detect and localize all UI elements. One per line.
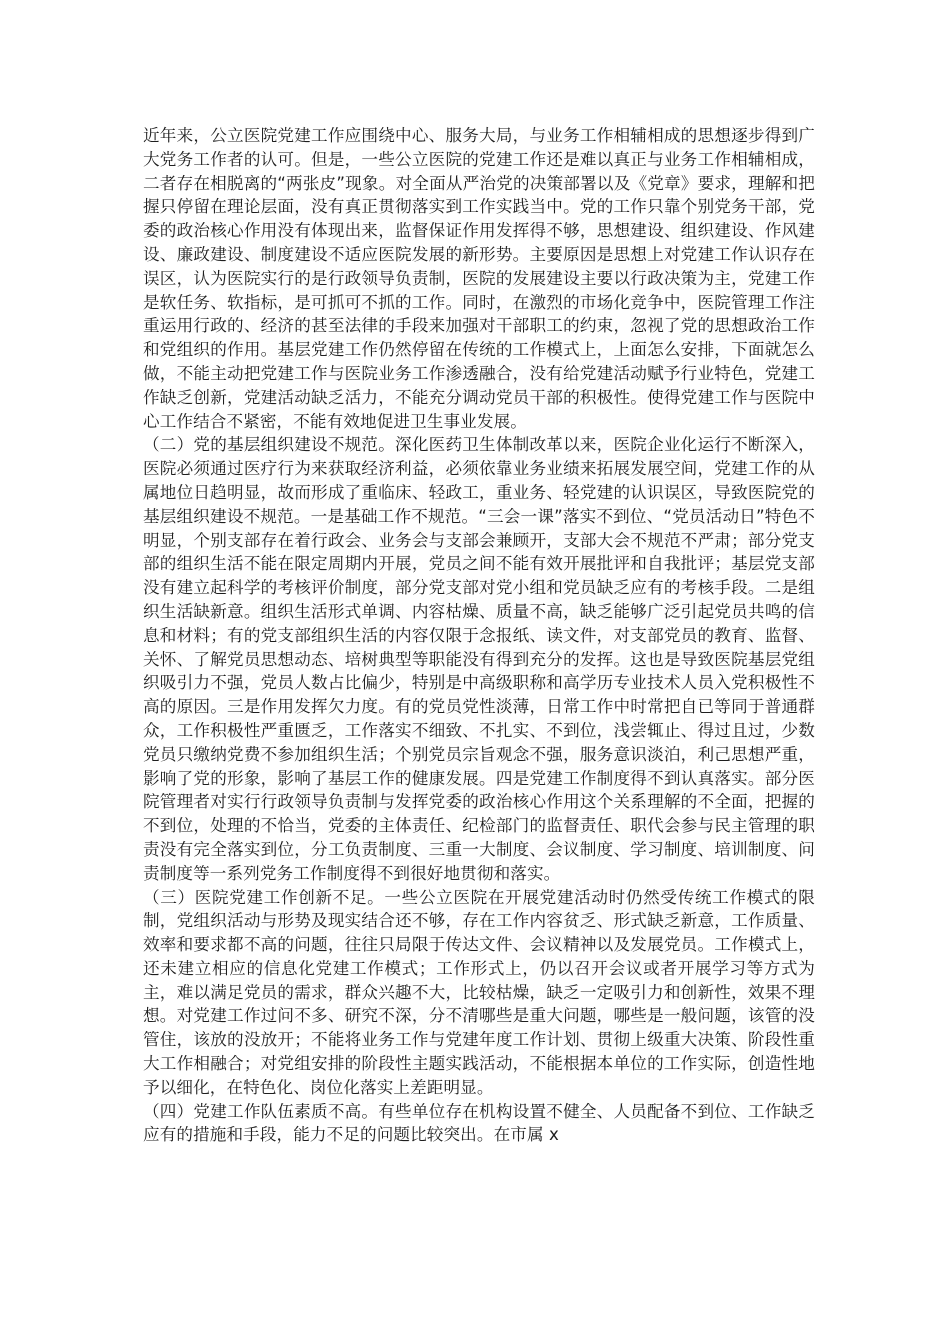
document-body (143, 124, 815, 1147)
paragraph-intro: 近年来，公立医院党建工作应围绕中心、服务大局，与业务工作相辅相成的思想逐步得到广大党务工作者的认可。但是，一些公立医院的党建工作还是难以真正与业务工作相辅相成，二者存在相脱离的“两张皮”现象。对全面从严治党的决策部署以及《党章》要求，理解和把握只停留在理论层面，没有真正贯彻落实到工作实践当中。党的工作只靠个别党务干部，党委的政治核心作用没有体现出来，监督保证作用发挥得不够，思想建设、组织建设、作风建设、廉政建设、制度建设不适应医院发展的新形势。主要原因是思想上对党建工作认识存在误区，认为医院实行的是行政领导负责制，医院的发展建设主要以行政决策为主，党建工作是软任务、软指标，是可抓可不抓的工作。同时，在激烈的市场化竞争中，医院管理工作注重运用行政的、经济的甚至法律的手段来加强对干部职工的约束，忽视了党的思想政治工作和党组织的作用。基层党建工作仍然停留在传统的工作模式上，上面怎么安排，下面就怎么做，不能主动把党建工作与医院业务工作渗透融合，没有给党建活动赋予行业特色，党建工作缺乏创新，党建活动缺乏活力，不能充分调动党员干部的积极性。使得党建工作与医院中心工作结合不紧密，不能有效地促进卫生事业发展。 (143, 126, 815, 431)
paragraph-section-4: （四）党建工作队伍素质不高。有些单位存在机构设置不健全、人员配备不到位、工作缺乏应有的措施和手段，能力不足的问题比较突出。在市属 x (143, 1101, 815, 1145)
paragraph-section-3: （三）医院党建工作创新不足。一些公立医院在开展党建活动时仍然受传统工作模式的限制，党组织活动与形势及现实结合还不够，存在工作内容贫乏、形式缺乏新意，工作质量、效率和要求都不高的问题，往往只局限于传达文件、会议精神以及发展党员。工作模式上，还未建立相应的信息化党建工作模式；工作形式上，仍以召开会议或者开展学习等方式为主，难以满足党员的需求，群众兴趣不大，比较枯燥，缺乏一定吸引力和创新性，效果不理想。对党建工作过问不多、研究不深，分不清哪些是重大问题，哪些是一般问题，该管的没管住，该放的没放开；不能将业务工作与党建年度工作计划、贯彻上级重大决策、阶段性重大工作相融合；对党组安排的阶段性主题实践活动，不能根据本单位的工作实际，创造性地予以细化，在特色化、岗位化落实上差距明显。 (143, 887, 815, 1097)
paragraph-section-2: （二）党的基层组织建设不规范。深化医药卫生体制改革以来，医院企业化运行不断深入，医院必须通过医疗行为来获取经济利益，必须依靠业务业绩来拓展发展空间，党建工作的从属地位日趋明显，故而形成了重临床、轻政工，重业务、轻党建的认识误区，导致医院党的基层组织建设不规范。一是基础工作不规范。“三会一课”落实不到位、“党员活动日”特色不明显，个别支部存在着行政会、业务会与支部会兼顾开，支部大会不规范不严肃；部分党支部的组织生活不能在限定周期内开展，党员之间不能有效开展批评和自我批评；基层党支部没有建立起科学的考核评价制度，部分党支部对党小组和党员缺乏应有的考核手段。二是组织生活缺新意。组织生活形式单调、内容枯燥、质量不高，缺乏能够广泛引起党员共鸣的信息和材料；有的党支部组织生活的内容仅限于念报纸、读文件，对支部党员的教育、监督、关怀、了解党员思想动态、培树典型等职能没有得到充分的发挥。这也是导致医院基层党组织吸引力不强，党员人数占比偏少，特别是中高级职称和高学历专业技术人员入党积极性不高的原因。三是作用发挥欠力度。有的党员党性淡薄，日常工作中时常把自已等同于普通群众，工作积极性严重匮乏，工作落实不细致、不扎实、不到位，浅尝辄止、得过且过，少数党员只缴纳党费不参加组织生活；个别党员宗旨观念不强，服务意识淡泊，利己思想严重，影响了党的形象，影响了基层工作的健康发展。四是党建工作制度得不到认真落实。部分医院管理者对实行行政领导负责制与发挥党委的政治核心作用这个关系理解的不全面，把握的不到位，处理的不恰当，党委的主体责任、纪检部门的监督责任、职代会参与民主管理的职责没有完全落实到位，分工负责制度、三重一大制度、会议制度、学习制度、培训制度、问责制度等一系列党务工作制度得不到很好地贯彻和落实。 (143, 435, 815, 883)
